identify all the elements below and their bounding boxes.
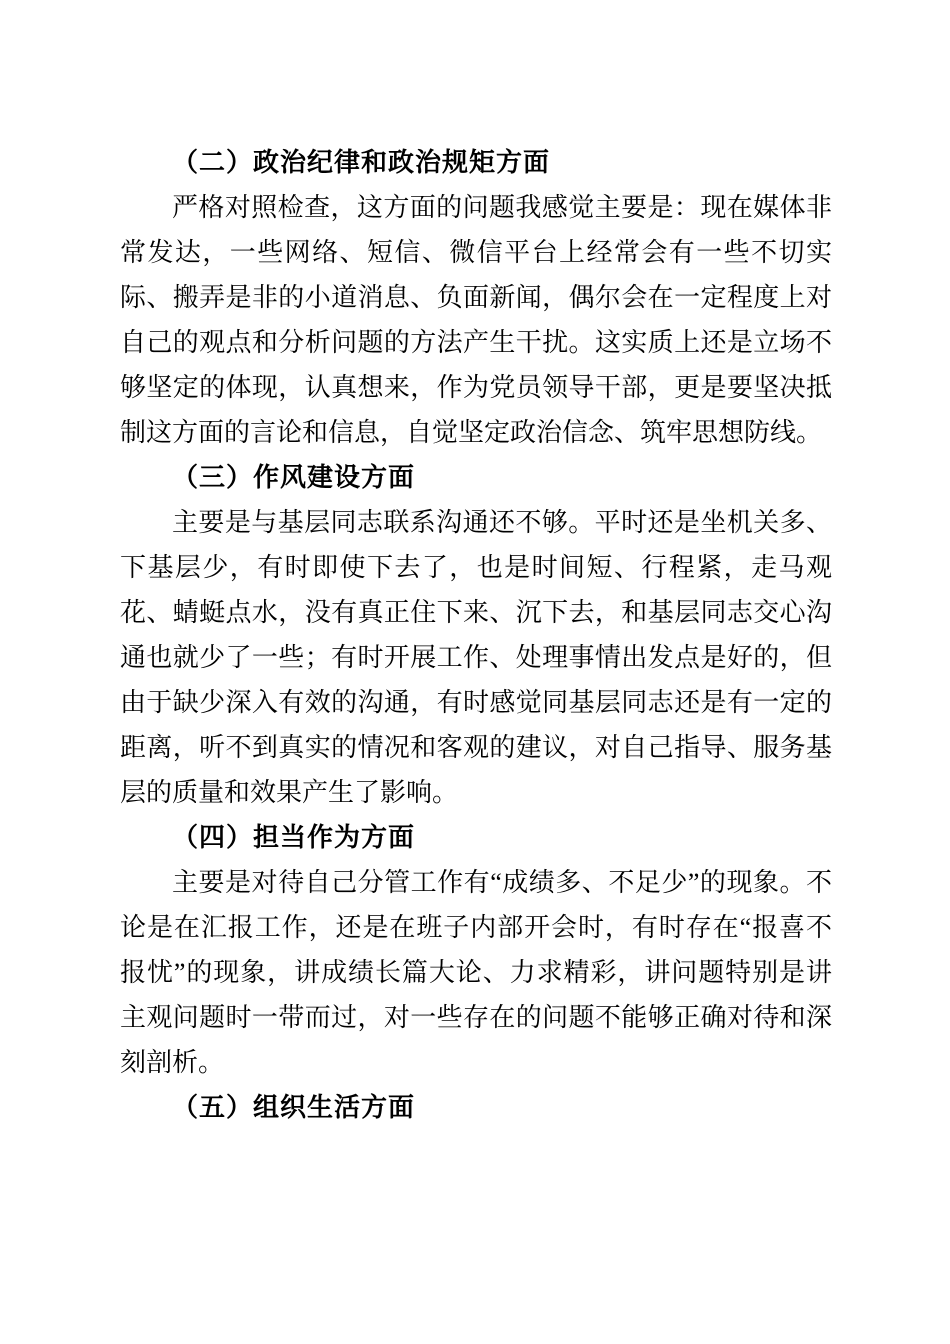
section-paragraph-3: 主要是与基层同志联系沟通还不够。平时还是坐机关多、下基层少，有时即使下去了，也是时间短、行程紧，走马观花、蜻蜓点水，没有真正住下来、沉下去，和基层同志交心沟通也就少了一些；有时开展工作、处理事情出发点是好的，但由于缺少深入有效的沟通，有时感觉同基层同志还是有一定的距离，听不到真实的情况和客观的建议，对自己指导、服务基层的质量和效果产生了影响。 — [120, 508, 832, 807]
section-heading-2-political-discipline: （二）政治纪律和政治规矩方面 — [172, 148, 551, 177]
section-heading-3-work-style: （三）作风建设方面 — [172, 463, 416, 492]
section-heading-4-responsibility: （四）担当作为方面 — [172, 823, 416, 852]
section-paragraph-4: 主要是对待自己分管工作有“成绩多、不足少”的现象。不论是在汇报工作，还是在班子内部开会时，有时存在“报喜不报忧”的现象，讲成绩长篇大论、力求精彩，讲问题特别是讲主观问题时一带而过，对一些存在的问题不能够正确对待和深刻剖析。 — [120, 868, 832, 1077]
document-body — [120, 140, 832, 1130]
section-paragraph-2: 严格对照检查，这方面的问题我感觉主要是：现在媒体非常发达，一些网络、短信、微信平台上经常会有一些不切实际、搬弄是非的小道消息、负面新闻，偶尔会在一定程度上对自己的观点和分析问题的方法产生干扰。这实质上还是立场不够坚定的体现，认真想来，作为党员领导干部，更是要坚决抵制这方面的言论和信息，自觉坚定政治信念、筑牢思想防线。 — [120, 193, 832, 447]
section-heading-5-org-life: （五）组织生活方面 — [172, 1093, 416, 1122]
